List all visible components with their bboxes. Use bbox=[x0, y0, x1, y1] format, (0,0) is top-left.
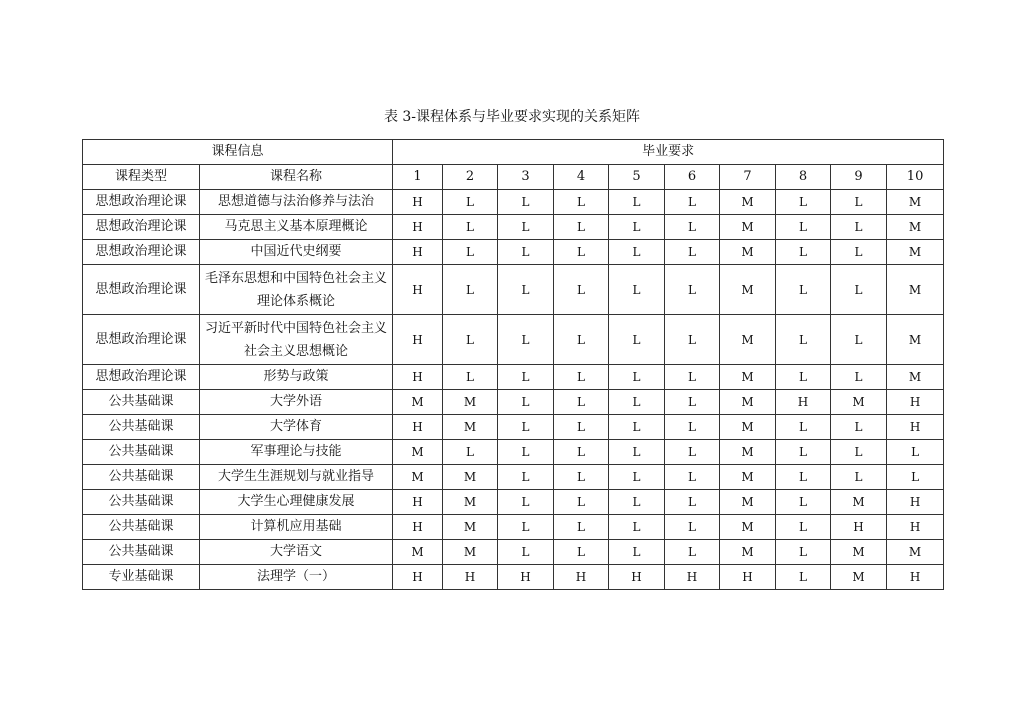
grade-cell: L bbox=[776, 465, 831, 490]
grade-cell: H bbox=[887, 490, 944, 515]
table-row bbox=[83, 315, 944, 365]
course-name-cell: 形势与政策 bbox=[200, 365, 393, 390]
grade-cell: L bbox=[554, 315, 609, 365]
grade-cell: H bbox=[887, 390, 944, 415]
grade-cell: L bbox=[776, 265, 831, 315]
grade-cell: L bbox=[498, 240, 554, 265]
course-type-cell: 公共基础课 bbox=[83, 415, 200, 440]
table-row bbox=[83, 515, 944, 540]
grade-cell: L bbox=[609, 490, 665, 515]
grade-cell: L bbox=[776, 490, 831, 515]
grade-cell: L bbox=[443, 365, 498, 390]
grade-cell: L bbox=[609, 440, 665, 465]
grade-cell: L bbox=[776, 515, 831, 540]
course-name-cell: 思想道德与法治修养与法治 bbox=[200, 190, 393, 215]
table-row bbox=[83, 415, 944, 440]
grade-cell: M bbox=[720, 390, 776, 415]
course-name-cell: 毛泽东思想和中国特色社会主义理论体系概论 bbox=[200, 265, 393, 315]
grade-cell: H bbox=[720, 565, 776, 590]
grade-cell: L bbox=[609, 415, 665, 440]
grade-cell: L bbox=[776, 440, 831, 465]
grade-cell: L bbox=[554, 490, 609, 515]
grade-cell: H bbox=[887, 415, 944, 440]
grade-cell: L bbox=[665, 265, 720, 315]
course-name-cell: 军事理论与技能 bbox=[200, 440, 393, 465]
grade-cell: L bbox=[443, 440, 498, 465]
course-type-cell: 思想政治理论课 bbox=[83, 215, 200, 240]
grade-cell: L bbox=[831, 265, 887, 315]
table-title: 表 3-课程体系与毕业要求实现的关系矩阵 bbox=[383, 109, 641, 125]
grade-cell: M bbox=[443, 515, 498, 540]
grade-cell: L bbox=[498, 465, 554, 490]
grade-cell: H bbox=[554, 565, 609, 590]
course-name-cell: 大学外语 bbox=[200, 390, 393, 415]
table-row bbox=[83, 240, 944, 265]
grade-cell: L bbox=[831, 190, 887, 215]
table-row bbox=[83, 540, 944, 565]
grade-cell: H bbox=[393, 365, 443, 390]
grade-cell: L bbox=[498, 490, 554, 515]
course-type-header: 课程类型 bbox=[83, 165, 200, 190]
course-type-cell: 思想政治理论课 bbox=[83, 265, 200, 315]
grade-cell: M bbox=[887, 265, 944, 315]
grade-cell: M bbox=[393, 540, 443, 565]
grade-cell: H bbox=[393, 490, 443, 515]
course-name-cell: 大学生心理健康发展 bbox=[200, 490, 393, 515]
grade-cell: H bbox=[393, 515, 443, 540]
grade-cell: H bbox=[887, 515, 944, 540]
grade-cell: L bbox=[665, 490, 720, 515]
grade-cell: M bbox=[887, 215, 944, 240]
grad-req-header: 毕业要求 bbox=[393, 140, 944, 165]
grade-cell: L bbox=[776, 540, 831, 565]
grade-cell: M bbox=[720, 240, 776, 265]
grade-cell: M bbox=[831, 565, 887, 590]
req-number-header: 6 bbox=[665, 165, 720, 190]
grade-cell: M bbox=[887, 540, 944, 565]
grade-cell: L bbox=[443, 215, 498, 240]
course-name-cell: 大学生生涯规划与就业指导 bbox=[200, 465, 393, 490]
grade-cell: M bbox=[443, 390, 498, 415]
table-row bbox=[83, 265, 944, 315]
course-type-cell: 公共基础课 bbox=[83, 540, 200, 565]
course-name-cell: 中国近代史纲要 bbox=[200, 240, 393, 265]
course-name-cell: 法理学（一） bbox=[200, 565, 393, 590]
grade-cell: L bbox=[665, 215, 720, 240]
grade-cell: L bbox=[665, 365, 720, 390]
course-type-cell: 思想政治理论课 bbox=[83, 365, 200, 390]
grade-cell: M bbox=[720, 465, 776, 490]
grade-cell: L bbox=[831, 365, 887, 390]
grade-cell: L bbox=[665, 465, 720, 490]
req-number-header: 10 bbox=[887, 165, 944, 190]
grade-cell: L bbox=[665, 315, 720, 365]
grade-cell: L bbox=[609, 315, 665, 365]
grade-cell: M bbox=[720, 215, 776, 240]
course-type-cell: 思想政治理论课 bbox=[83, 240, 200, 265]
grade-cell: M bbox=[831, 390, 887, 415]
grade-cell: M bbox=[720, 515, 776, 540]
table-row bbox=[83, 465, 944, 490]
grade-cell: L bbox=[498, 440, 554, 465]
grade-cell: L bbox=[443, 190, 498, 215]
grade-cell: M bbox=[720, 315, 776, 365]
grade-cell: L bbox=[776, 565, 831, 590]
course-info-header: 课程信息 bbox=[83, 140, 393, 165]
req-number-header: 3 bbox=[498, 165, 554, 190]
grade-cell: L bbox=[554, 540, 609, 565]
grade-cell: L bbox=[498, 265, 554, 315]
grade-cell: H bbox=[393, 565, 443, 590]
grade-cell: L bbox=[498, 415, 554, 440]
table-row bbox=[83, 215, 944, 240]
grade-cell: L bbox=[776, 215, 831, 240]
requirements-matrix-table bbox=[82, 139, 944, 590]
course-name-cell: 大学体育 bbox=[200, 415, 393, 440]
course-name-cell: 计算机应用基础 bbox=[200, 515, 393, 540]
grade-cell: M bbox=[393, 440, 443, 465]
grade-cell: H bbox=[776, 390, 831, 415]
grade-cell: M bbox=[720, 265, 776, 315]
grade-cell: H bbox=[393, 415, 443, 440]
req-number-header: 5 bbox=[609, 165, 665, 190]
grade-cell: L bbox=[554, 465, 609, 490]
grade-cell: L bbox=[498, 215, 554, 240]
grade-cell: M bbox=[393, 390, 443, 415]
grade-cell: L bbox=[498, 365, 554, 390]
course-type-cell: 公共基础课 bbox=[83, 440, 200, 465]
grade-cell: L bbox=[776, 365, 831, 390]
grade-cell: L bbox=[554, 365, 609, 390]
grade-cell: H bbox=[665, 565, 720, 590]
grade-cell: L bbox=[776, 315, 831, 365]
req-number-header: 8 bbox=[776, 165, 831, 190]
grade-cell: L bbox=[554, 415, 609, 440]
course-name-cell: 大学语文 bbox=[200, 540, 393, 565]
grade-cell: M bbox=[887, 240, 944, 265]
grade-cell: L bbox=[831, 415, 887, 440]
course-type-cell: 公共基础课 bbox=[83, 515, 200, 540]
grade-cell: H bbox=[393, 190, 443, 215]
grade-cell: L bbox=[665, 415, 720, 440]
grade-cell: L bbox=[498, 515, 554, 540]
grade-cell: L bbox=[498, 540, 554, 565]
grade-cell: L bbox=[831, 215, 887, 240]
course-name-cell: 习近平新时代中国特色社会主义社会主义思想概论 bbox=[200, 315, 393, 365]
grade-cell: L bbox=[554, 240, 609, 265]
grade-cell: L bbox=[554, 390, 609, 415]
grade-cell: L bbox=[443, 315, 498, 365]
grade-cell: L bbox=[776, 240, 831, 265]
grade-cell: M bbox=[443, 540, 498, 565]
grade-cell: L bbox=[609, 390, 665, 415]
course-type-cell: 公共基础课 bbox=[83, 465, 200, 490]
grade-cell: H bbox=[393, 315, 443, 365]
grade-cell: H bbox=[393, 240, 443, 265]
table-row bbox=[83, 365, 944, 390]
grade-cell: L bbox=[665, 390, 720, 415]
grade-cell: L bbox=[554, 265, 609, 315]
grade-cell: L bbox=[554, 190, 609, 215]
grade-cell: L bbox=[831, 240, 887, 265]
grade-cell: L bbox=[887, 465, 944, 490]
req-number-header: 2 bbox=[443, 165, 498, 190]
grade-cell: L bbox=[609, 240, 665, 265]
grade-cell: L bbox=[609, 190, 665, 215]
grade-cell: L bbox=[609, 365, 665, 390]
grade-cell: L bbox=[665, 540, 720, 565]
grade-cell: H bbox=[887, 565, 944, 590]
grade-cell: M bbox=[887, 190, 944, 215]
grade-cell: L bbox=[443, 265, 498, 315]
course-type-cell: 专业基础课 bbox=[83, 565, 200, 590]
course-type-cell: 思想政治理论课 bbox=[83, 315, 200, 365]
grade-cell: H bbox=[498, 565, 554, 590]
grade-cell: L bbox=[498, 190, 554, 215]
grade-cell: L bbox=[498, 315, 554, 365]
grade-cell: H bbox=[831, 515, 887, 540]
grade-cell: M bbox=[443, 465, 498, 490]
grade-cell: M bbox=[720, 540, 776, 565]
grade-cell: M bbox=[887, 365, 944, 390]
grade-cell: H bbox=[393, 215, 443, 240]
grade-cell: M bbox=[720, 415, 776, 440]
grade-cell: L bbox=[609, 465, 665, 490]
table-row bbox=[83, 565, 944, 590]
table-row bbox=[83, 440, 944, 465]
req-number-header: 4 bbox=[554, 165, 609, 190]
grade-cell: L bbox=[554, 440, 609, 465]
req-number-header: 7 bbox=[720, 165, 776, 190]
req-number-header: 9 bbox=[831, 165, 887, 190]
header-row-groups bbox=[83, 140, 944, 165]
grade-cell: L bbox=[609, 215, 665, 240]
grade-cell: L bbox=[609, 265, 665, 315]
req-number-header: 1 bbox=[393, 165, 443, 190]
course-name-cell: 马克思主义基本原理概论 bbox=[200, 215, 393, 240]
grade-cell: H bbox=[393, 265, 443, 315]
grade-cell: M bbox=[720, 490, 776, 515]
grade-cell: L bbox=[665, 190, 720, 215]
grade-cell: L bbox=[554, 215, 609, 240]
header-row-columns bbox=[83, 165, 944, 190]
grade-cell: M bbox=[443, 490, 498, 515]
grade-cell: M bbox=[720, 440, 776, 465]
grade-cell: L bbox=[776, 190, 831, 215]
course-type-cell: 公共基础课 bbox=[83, 390, 200, 415]
grade-cell: L bbox=[609, 515, 665, 540]
grade-cell: H bbox=[443, 565, 498, 590]
grade-cell: L bbox=[665, 440, 720, 465]
table-row bbox=[83, 390, 944, 415]
course-type-cell: 思想政治理论课 bbox=[83, 190, 200, 215]
grade-cell: M bbox=[831, 490, 887, 515]
grade-cell: L bbox=[831, 315, 887, 365]
table-row bbox=[83, 190, 944, 215]
grade-cell: L bbox=[665, 515, 720, 540]
table-row bbox=[83, 490, 944, 515]
grade-cell: L bbox=[887, 440, 944, 465]
course-type-cell: 公共基础课 bbox=[83, 490, 200, 515]
grade-cell: L bbox=[776, 415, 831, 440]
grade-cell: M bbox=[443, 415, 498, 440]
grade-cell: L bbox=[443, 240, 498, 265]
grade-cell: L bbox=[665, 240, 720, 265]
grade-cell: M bbox=[831, 540, 887, 565]
course-name-header: 课程名称 bbox=[200, 165, 393, 190]
grade-cell: L bbox=[498, 390, 554, 415]
grade-cell: M bbox=[393, 465, 443, 490]
grade-cell: L bbox=[831, 465, 887, 490]
grade-cell: M bbox=[887, 315, 944, 365]
grade-cell: L bbox=[609, 540, 665, 565]
grade-cell: L bbox=[554, 515, 609, 540]
grade-cell: L bbox=[831, 440, 887, 465]
grade-cell: H bbox=[609, 565, 665, 590]
grade-cell: M bbox=[720, 365, 776, 390]
grade-cell: M bbox=[720, 190, 776, 215]
